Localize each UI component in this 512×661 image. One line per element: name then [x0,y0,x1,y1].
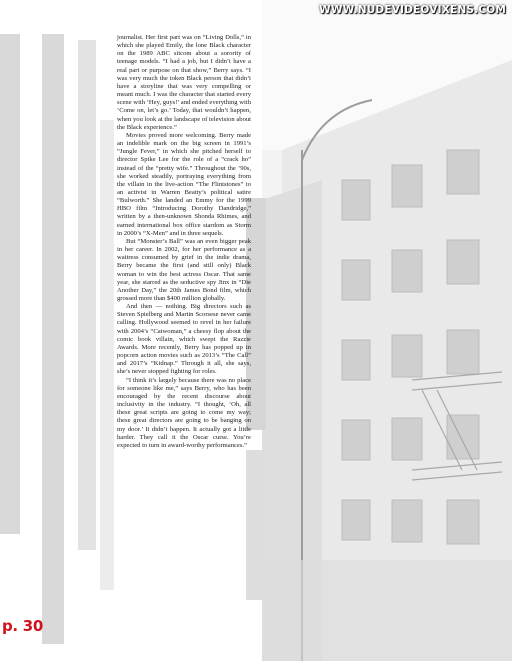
article-paragraph: journalist. Her first part was on “Living Dolls,” in which she played Emily, the lone Black character on the 1989 ABC sitcom about a sorority of teenage models. “I had a job, but I didn’t have a real part or purpose on that show,” Berry says. “I was very much the token Black person that didn’t have a storyline that was very compelling or meant much. I was the character that started every scene with ‘Hey, guys!’ and ended everything with ‘Come on, let’s go.’ Today, that wouldn’t happen, when you look at the landscape of television about the Black experience.” [117,34,251,131]
decorative-stripe [78,40,96,550]
article-paragraph: “I think it’s largely because there was no place for someone like me,” says Berry, who has been encouraged by the recent discourse about inclusivity in the industry. “I thought, ‘Oh, all these great scripts are going to come my way; these great directors are going to be banging on my door.’ It didn’t happen. It actually got a little harder. They call it the Oscar curse. You’re expected to turn in award-worthy performances.” [117,376,251,449]
building-photo [262,0,512,661]
decorative-stripe [42,34,64,644]
decorative-stripe [0,34,20,534]
article-paragraph: And then — nothing. Big directors such as Steven Spielberg and Martin Scorsese never came calling. Hollywood seemed to revel in her failure with 2004’s “Catwoman,” a cheesy flop about the comic book villain, which swept the Razzie Awards. More recently, Berry has popped up in popcorn action movies such as 2013’s “The Call” and 2017’s “Kidnap.” Through it all, she says, she’s never stopped fighting for roles. [117,303,251,376]
building-illustration [262,0,512,661]
article-body [117,34,251,450]
page-number: p. 30 [2,617,44,635]
article-paragraph: But “Monster’s Ball” was an even bigger peak in her career. In 2002, for her performance as a waitress consumed by grief in the indie drama, Berry became the first (and still only) Black woman to win the best actress Oscar. That same year, she starred as the seductive spy Jinx in “Die Another Day,” the 20th James Bond film, which grossed more than $400 million globally. [117,237,251,302]
decorative-block [246,450,266,600]
decorative-stripe [100,120,114,590]
watermark-text: WWW.NUDEVIDEOVIXENS.COM [319,4,506,16]
article-paragraph: Movies proved more welcoming. Berry made an indelible mark on the big screen in 1991’s “Jungle Fever,” in which she pitched herself to director Spike Lee for the role of a “crack ho” instead of the “pretty wife.” Throughout the ’90s, she worked steadily, portraying everything from the villain in the live-action “The Flintstones” to an activist in Warren Beatty’s political satire “Bulworth.” She landed an Emmy for the 1999 HBO film “Introducing Dorothy Dandridge,” written by a then-unknown Shonda Rhimes, and earned international box office stardom as Storm in 2000’s “X-Men” and in three sequels. [117,131,251,237]
